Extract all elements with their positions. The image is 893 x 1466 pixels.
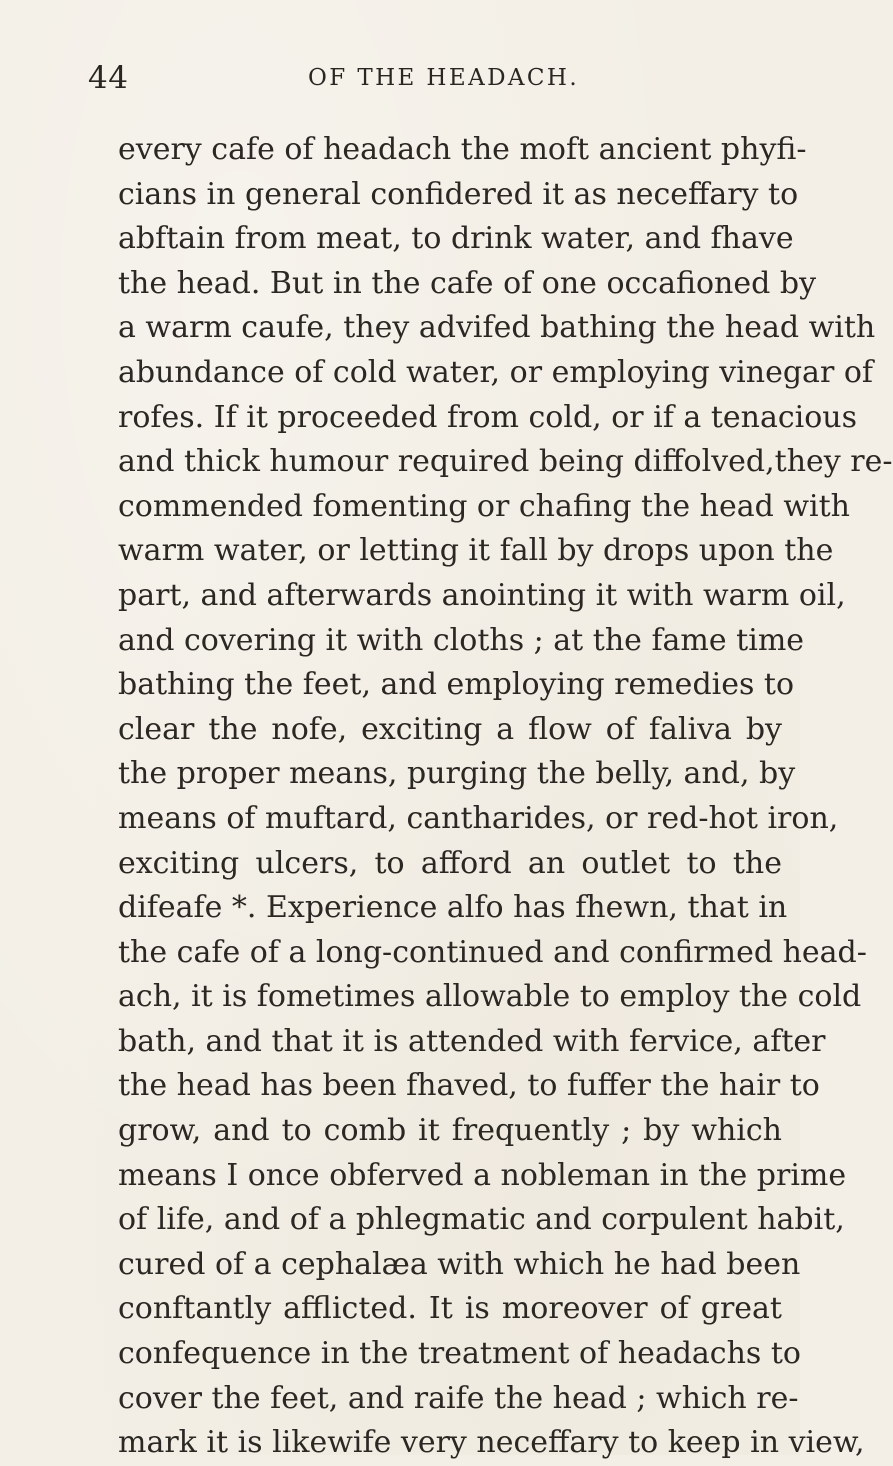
- text-line: warm water, or letting it fall by drops upon the: [118, 533, 834, 569]
- text-line: bathing the feet, and employing remedies to: [118, 667, 795, 703]
- text-line: conftantly afflicted. It is moreover of great: [118, 1291, 782, 1327]
- text-line: and covering it with cloths ; at the fame time: [118, 622, 805, 658]
- page-number: 44: [88, 60, 129, 96]
- text-line: the head. But in the cafe of one occafioned by: [118, 265, 817, 301]
- text-line: clear the nofe, exciting a flow of faliva by: [118, 711, 782, 747]
- page-header: [0, 58, 800, 98]
- text-line: part, and afterwards anointing it with warm oil,: [118, 577, 846, 613]
- text-line: confequence in the treatment of headachs to: [118, 1336, 801, 1372]
- text-line: cover the feet, and raife the head ; which re-: [118, 1380, 799, 1416]
- text-line: means I once obferved a nobleman in the prime: [118, 1157, 847, 1193]
- text-line: rofes. If it proceeded from cold, or if a tenacious: [118, 399, 858, 435]
- text-line: of life, and of a phlegmatic and corpulent habit,: [118, 1202, 845, 1238]
- text-line: and thick humour required being diffolved,they re-: [118, 444, 893, 480]
- text-line: ach, it is fometimes allowable to employ the cold: [118, 979, 862, 1015]
- text-line: exciting ulcers, to afford an outlet to the: [118, 845, 782, 881]
- text-line: cured of a cephalæa with which he had been: [118, 1246, 801, 1282]
- text-line: commended fomenting or chafing the head with: [118, 488, 850, 524]
- text-line: means of muftard, cantharides, or red-hot iron,: [118, 800, 839, 836]
- text-line: grow, and to comb it frequently ; by which: [118, 1113, 782, 1149]
- text-line: bath, and that it is attended with fervice, after: [118, 1023, 826, 1059]
- text-line: the proper means, purging the belly, and, by: [118, 756, 796, 792]
- text-line: the head has been fhaved, to fuffer the hair to: [118, 1068, 820, 1104]
- text-line: difeafe *. Experience alfo has fhewn, that in: [118, 890, 788, 926]
- running-head: OF THE HEADACH.: [308, 65, 580, 91]
- text-line: mark it is likewife very neceffary to keep in view,: [118, 1425, 865, 1461]
- text-line: abundance of cold water, or employing vinegar of: [118, 354, 873, 390]
- text-line: a warm caufe, they advifed bathing the head with: [118, 310, 876, 346]
- text-line: the cafe of a long-continued and confirmed head-: [118, 934, 867, 970]
- text-line: every cafe of headach the moft ancient phyfi-: [118, 132, 807, 167]
- body-text: [118, 128, 893, 1466]
- text-line: cians in general confidered it as neceffary to: [118, 176, 799, 212]
- text-line: abftain from meat, to drink water, and fhave: [118, 221, 794, 257]
